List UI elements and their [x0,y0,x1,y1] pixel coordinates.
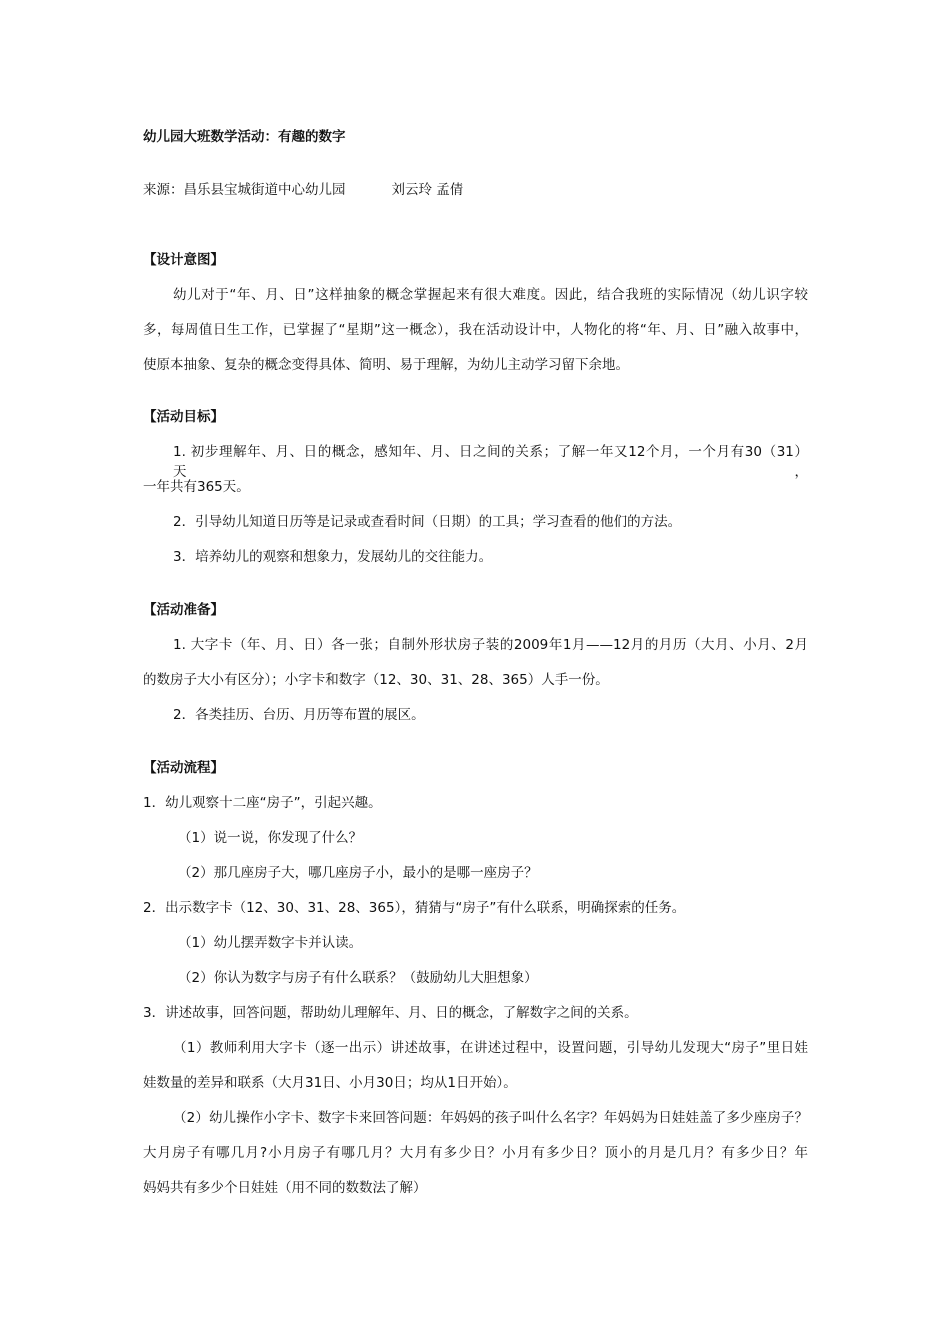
process-line-12: 妈妈共有多少个日娃娃（用不同的数数法了解） [143,1180,427,1196]
source-label: 来源：昌乐县宝城街道中心幼儿园 [143,182,346,198]
section-heading-prep: 【活动准备】 [143,602,224,618]
prep-line-2: 的数房子大小有区分）；小字卡和数字（12、30、31、28、365）人手一份。 [143,672,609,688]
process-line-5: （1）幼儿摆弄数字卡并认读。 [178,935,363,951]
goals-line-2: 一年共有365天。 [143,479,250,495]
goals-line-1: 1. 初步理解年、月、日的概念，感知年、月、日之间的关系；了解一年又12个月，一个月有30（31）天， [173,444,808,480]
prep-line-3: 2．各类挂历、台历、月历等布置的展区。 [173,707,425,723]
process-line-7: 3．讲述故事，回答问题，帮助幼儿理解年、月、日的概念，了解数字之间的关系。 [143,1005,638,1021]
section-heading-goals: 【活动目标】 [143,409,224,425]
process-line-3: （2）那几座房子大，哪几座房子小，最小的是哪一座房子？ [178,865,538,881]
goals-line-4: 3．培养幼儿的观察和想象力，发展幼儿的交往能力。 [173,549,493,565]
process-line-6: （2）你认为数字与房子有什么联系？（鼓励幼儿大胆想象） [178,970,538,986]
section-heading-process: 【活动流程】 [143,760,224,776]
section-heading-design: 【设计意图】 [143,252,224,268]
process-line-4: 2．出示数字卡（12、30、31、28、365），猜猜与“房子”有什么联系，明确探索的任务。 [143,900,686,916]
process-line-9: 娃数量的差异和联系（大月31日、小月30日；均从1日开始）。 [143,1075,517,1091]
goals-line-3: 2．引导幼儿知道日历等是记录或查看时间（日期）的工具；学习查看的他们的方法。 [173,514,682,530]
process-line-1: 1．幼儿观察十二座“房子”，引起兴趣。 [143,795,382,811]
design-line-3: 使原本抽象、复杂的概念变得具体、简明、易于理解，为幼儿主动学习留下余地。 [143,357,629,373]
source-line [143,180,463,200]
design-line-1: 幼儿对于“年、月、日”这样抽象的概念掌握起来有很大难度。因此，结合我班的实际情况（幼儿识字较 [173,287,808,303]
process-line-10: （2）幼儿操作小字卡、数字卡来回答问题：年妈妈的孩子叫什么名字？年妈妈为日娃娃盖了多少座房子？ [173,1110,808,1126]
process-line-2: （1）说一说，你发现了什么？ [178,830,363,846]
process-line-11: 大月房子有哪几月?小月房子有哪几月？大月有多少日？小月有多少日？顶小的月是几月？有多少日？年 [143,1145,808,1161]
prep-line-1: 1. 大字卡（年、月、日）各一张；自制外形状房子装的2009年1月——12月的月历（大月、小月、2月 [173,637,808,653]
source-authors: 刘云玲 孟倩 [391,182,464,198]
document-title: 幼儿园大班数学活动：有趣的数字 [143,129,346,145]
process-line-8: （1）教师利用大字卡（逐一出示）讲述故事，在讲述过程中，设置问题，引导幼儿发现大“房子”里日娃 [173,1040,808,1056]
design-line-2: 多，每周值日生工作，已掌握了“星期”这一概念），我在活动设计中，人物化的将“年、月、日”融入故事中， [143,322,808,338]
